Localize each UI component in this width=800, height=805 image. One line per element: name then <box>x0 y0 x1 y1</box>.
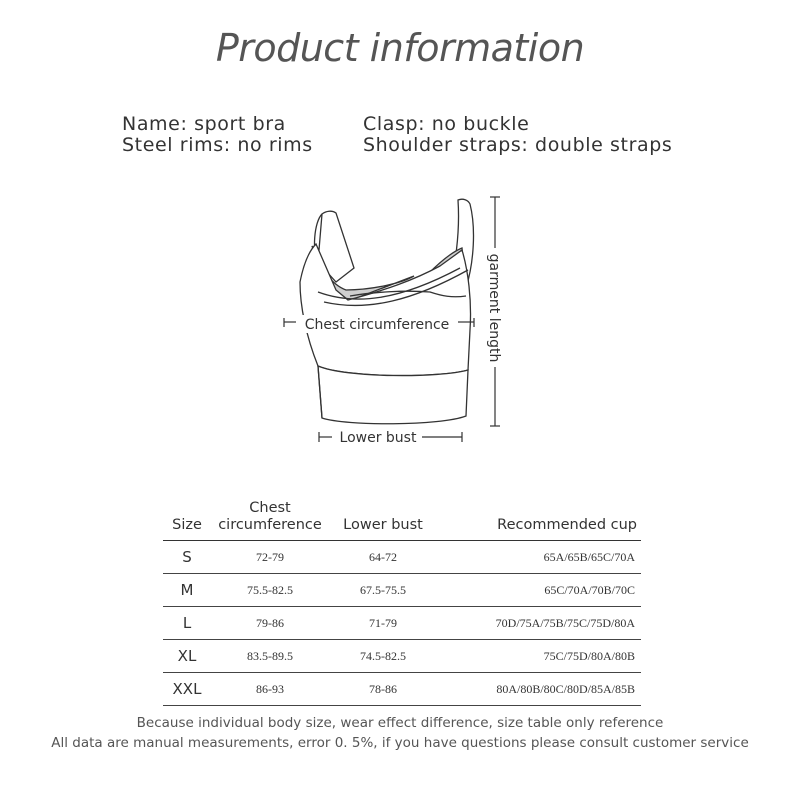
size-cell: XL <box>163 640 211 673</box>
size-cell: S <box>163 541 211 574</box>
page-title: Product information <box>215 26 585 70</box>
header-chest <box>211 486 329 541</box>
chest-cell: 86-93 <box>211 673 329 706</box>
lower-bust-label: Lower bust <box>339 430 417 446</box>
lower-bust-cell: 67.5-75.5 <box>329 574 437 607</box>
table-row <box>163 607 641 640</box>
table-row <box>163 574 641 607</box>
cup-cell: 80A/80B/80C/80D/85A/85B <box>437 673 641 706</box>
size-cell: L <box>163 607 211 640</box>
size-table <box>163 486 641 706</box>
cup-cell: 65C/70A/70B/70C <box>437 574 641 607</box>
header-chest-line2: circumference <box>218 517 322 533</box>
lower-bust-cell: 71-79 <box>329 607 437 640</box>
table-row <box>163 673 641 706</box>
chest-cell: 83.5-89.5 <box>211 640 329 673</box>
info-steel-rims: Steel rims: no rims <box>122 134 313 156</box>
cup-cell: 65A/65B/65C/70A <box>437 541 641 574</box>
size-cell: XXL <box>163 673 211 706</box>
disclaimer-note-2: All data are manual measurements, error 0. 5%, if you have questions please consult customer service <box>51 735 749 751</box>
info-clasp: Clasp: no buckle <box>363 113 530 135</box>
header-recommended-cup: Recommended cup <box>437 486 641 541</box>
size-table-header <box>163 486 641 541</box>
disclaimer-note-1: Because individual body size, wear effect difference, size table only reference <box>136 715 664 731</box>
header-lower-bust: Lower bust <box>329 486 437 541</box>
cup-cell: 70D/75A/75B/75C/75D/80A <box>437 607 641 640</box>
header-chest-line1: Chest <box>249 500 291 516</box>
bra-illustration <box>300 199 473 424</box>
header-size: Size <box>163 486 211 541</box>
lower-bust-cell: 64-72 <box>329 541 437 574</box>
chest-cell: 75.5-82.5 <box>211 574 329 607</box>
table-row <box>163 640 641 673</box>
info-shoulder-straps: Shoulder straps: double straps <box>363 134 673 156</box>
garment-length-label: garment length <box>486 253 502 363</box>
size-cell: M <box>163 574 211 607</box>
chest-circumference-label: Chest circumference <box>304 317 450 333</box>
info-name: Name: sport bra <box>122 113 286 135</box>
lower-bust-cell: 74.5-82.5 <box>329 640 437 673</box>
table-row <box>163 541 641 574</box>
lower-bust-cell: 78-86 <box>329 673 437 706</box>
cup-cell: 75C/75D/80A/80B <box>437 640 641 673</box>
chest-cell: 72-79 <box>211 541 329 574</box>
chest-cell: 79-86 <box>211 607 329 640</box>
